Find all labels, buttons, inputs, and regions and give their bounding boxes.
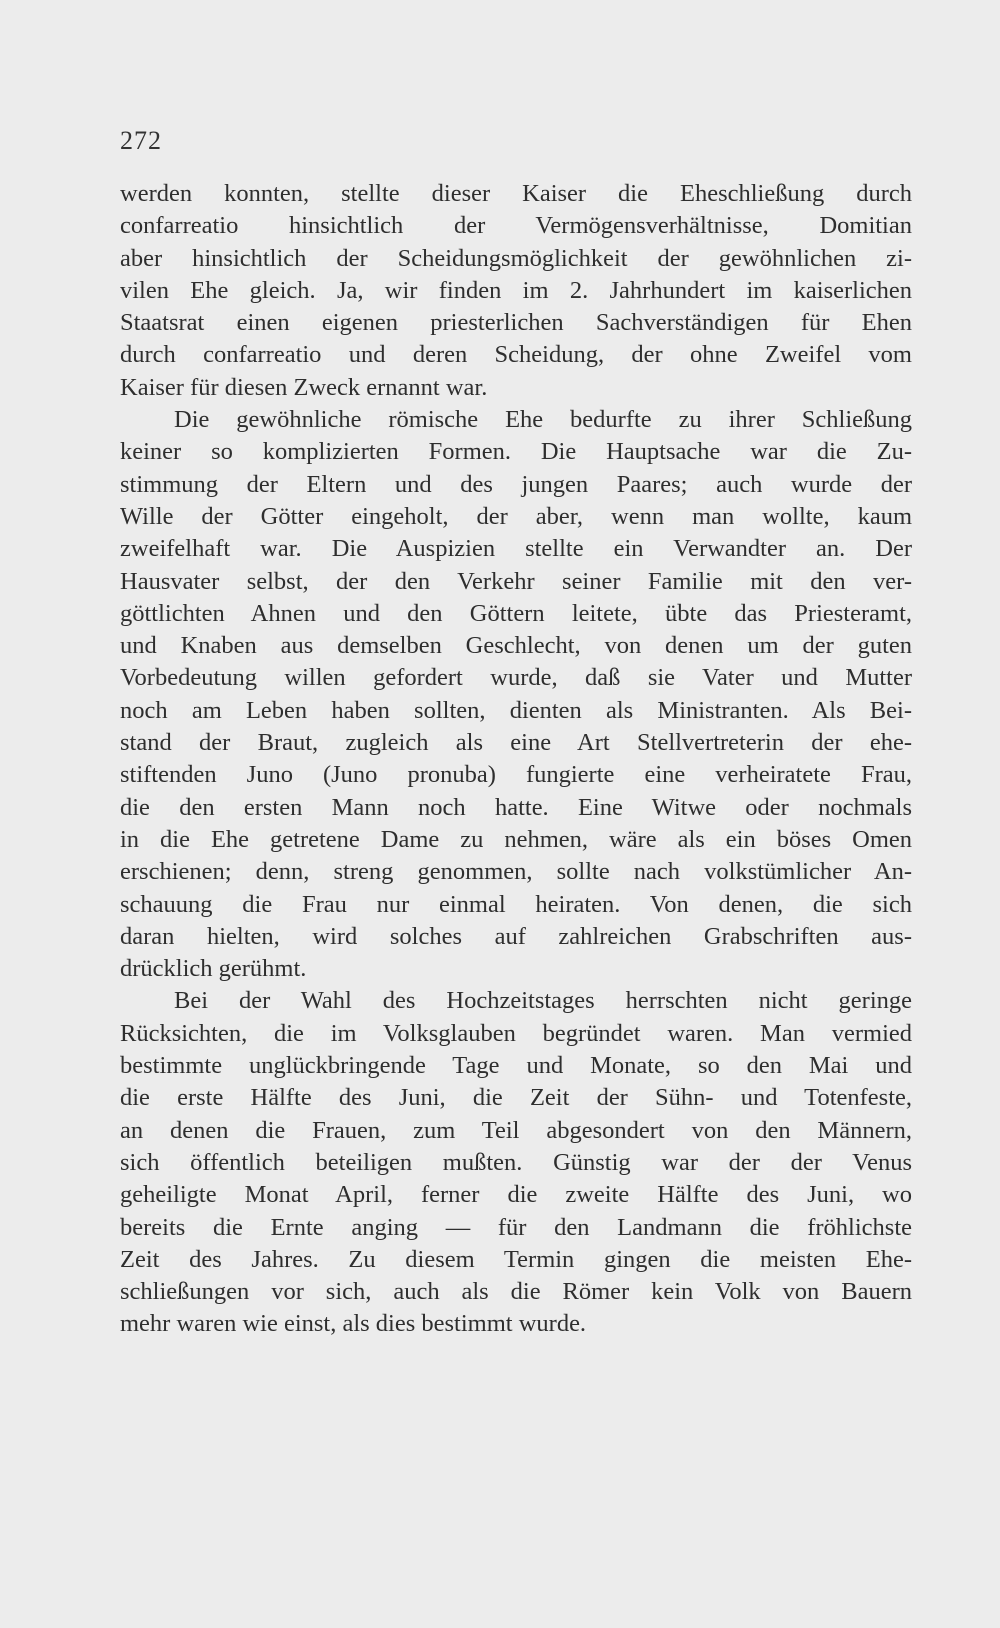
text-line: Staatsrat einen eigenen priesterlichen Sachverständigen für Ehen xyxy=(120,309,912,337)
text-line: Bei der Wahl des Hochzeitstages herrschten nicht geringe xyxy=(174,987,912,1015)
text-line: Vorbedeutung willen gefordert wurde, daß sie Vater und Mutter xyxy=(120,664,912,692)
text-line: confarreatio hinsichtlich der Vermögensverhältnisse, Domitian xyxy=(120,212,912,240)
text-line: die den ersten Mann noch hatte. Eine Witwe oder nochmals xyxy=(120,793,912,821)
text-line: zweifelhaft war. Die Auspizien stellte ein Verwandter an. Der xyxy=(120,535,912,563)
text-line: noch am Leben haben sollten, dienten als Ministranten. Als Bei- xyxy=(120,696,912,724)
text-line: bereits die Ernte anging — für den Landmann die fröhlichste xyxy=(120,1213,912,1241)
text-line: geheiligte Monat April, ferner die zweite Hälfte des Juni, wo xyxy=(120,1181,912,1209)
text-line: die erste Hälfte des Juni, die Zeit der Sühn- und Totenfeste, xyxy=(120,1084,912,1112)
text-line: schließungen vor sich, auch als die Römer kein Volk von Bauern xyxy=(120,1278,912,1306)
text-line: in die Ehe getretene Dame zu nehmen, wäre als ein böses Omen xyxy=(120,825,912,853)
page-number: 272 xyxy=(120,126,162,155)
text-line: stimmung der Eltern und des jungen Paares; auch wurde der xyxy=(120,470,912,498)
text-line: durch confarreatio und deren Scheidung, der ohne Zweifel vom xyxy=(120,341,912,369)
text-line: an denen die Frauen, zum Teil abgesondert von den Männern, xyxy=(120,1116,912,1144)
text-line: mehr waren wie einst, als dies bestimmt wurde. xyxy=(120,1310,587,1338)
text-line: Kaiser für diesen Zweck ernannt war. xyxy=(120,373,488,401)
text-line: drücklich gerühmt. xyxy=(120,955,307,983)
text-line: werden konnten, stellte dieser Kaiser die Eheschließung durch xyxy=(120,180,912,207)
text-line: stiftenden Juno (Juno pronuba) fungierte eine verheiratete Frau, xyxy=(120,761,912,789)
text-line: Hausvater selbst, der den Verkehr seiner Familie mit den ver- xyxy=(120,567,912,595)
text-line: göttlichten Ahnen und den Göttern leitete, übte das Priesteramt, xyxy=(120,599,912,627)
text-line: aber hinsichtlich der Scheidungsmöglichkeit der gewöhnlichen zi- xyxy=(120,244,912,272)
text-line: stand der Braut, zugleich als eine Art Stellvertreterin der ehe- xyxy=(120,729,912,757)
text-line: Wille der Götter eingeholt, der aber, wenn man wollte, kaum xyxy=(120,502,912,530)
text-line: sich öffentlich beteiligen mußten. Günstig war der der Venus xyxy=(120,1148,912,1176)
text-line: keiner so komplizierten Formen. Die Hauptsache war die Zu- xyxy=(120,438,912,466)
text-line: vilen Ehe gleich. Ja, wir finden im 2. Jahrhundert im kaiserlichen xyxy=(120,276,912,304)
text-line: daran hielten, wird solches auf zahlreichen Grabschriften aus- xyxy=(120,922,912,950)
text-line: schauung die Frau nur einmal heiraten. Von denen, die sich xyxy=(120,890,912,918)
text-line: bestimmte unglückbringende Tage und Monate, so den Mai und xyxy=(120,1052,912,1080)
text-line: erschienen; denn, streng genommen, sollte nach volkstümlicher An- xyxy=(120,858,912,886)
text-line: Die gewöhnliche römische Ehe bedurfte zu ihrer Schließung xyxy=(174,406,912,434)
text-line: und Knaben aus demselben Geschlecht, von denen um der guten xyxy=(120,632,912,660)
text-line: Rücksichten, die im Volksglauben begründet waren. Man vermied xyxy=(120,1019,912,1047)
text-line: Zeit des Jahres. Zu diesem Termin gingen die meisten Ehe- xyxy=(120,1245,912,1273)
body-text xyxy=(120,178,912,1341)
